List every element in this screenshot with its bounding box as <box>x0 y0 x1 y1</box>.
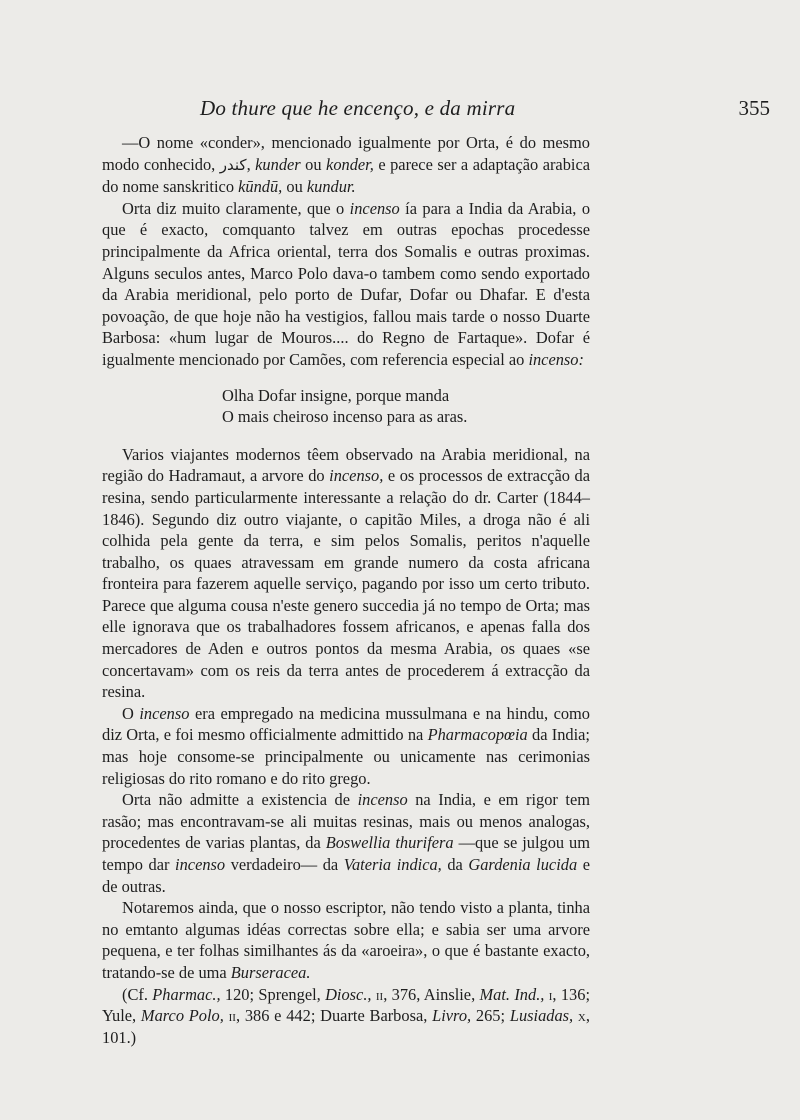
italic-term: Boswellia thurifera <box>325 833 454 853</box>
italic-term: incenso: <box>528 349 584 369</box>
paragraph-tree <box>102 897 590 983</box>
italic-term: kūndū, <box>238 177 283 197</box>
text-run: Varios viajantes modernos têem observado na Arabia meridional, na região do Hadramaut, a arvore do <box>102 444 590 486</box>
text-run: ou <box>282 177 307 197</box>
text-run: ía para a India da Arabia, o que é exacto, comquanto talvez em outras epochas procedesse principalmente da Africa oriental, terra dos Somalis e outras proximas. Alguns seculos antes, Marco Polo dava-o tambem como sendo exportado da Arabia meridional, pelo porto de Dufar, Dofar ou Dhafar. E d'esta povoação, de que hoje não ha vestigios, fallou mais tarde o nosso Duarte Barbosa: «hum lugar de Mouros.... do Regno de Fartaque». Dofar é igualmente mencionado por Camões, com referencia especial ao <box>102 198 591 369</box>
text-run: , 101.) <box>102 1006 590 1047</box>
text-run: , 386 e 442; Duarte Barbosa, <box>235 1006 433 1026</box>
roman-numeral: ii <box>375 984 384 1004</box>
text-run: na India, e em rigor tem rasão; mas encontravam-se ali muitas resinas, mais ou menos analogas, procedentes de varias plantas, da <box>102 790 590 853</box>
text-run: Orta não admitte a existencia de <box>122 790 358 810</box>
italic-term: kunder <box>255 154 301 174</box>
text-run: da India; mas hoje consome-se principalmente ou unicamente nas cerimonias religiosas do rito romano e do rito grego. <box>102 725 590 788</box>
text-run: (Cf. <box>122 984 153 1004</box>
italic-term: Marco Polo, <box>140 1006 224 1026</box>
italic-term: Burseracea. <box>230 962 311 982</box>
italic-term: Pharmacopœia <box>427 725 528 745</box>
paragraph-conder <box>102 132 590 198</box>
italic-term: incenso <box>357 790 408 810</box>
italic-term: incenso <box>349 198 400 218</box>
verse-line: O mais cheiroso incenso para as aras. <box>222 407 468 427</box>
italic-term: Pharmac., <box>152 984 221 1004</box>
italic-term: incenso, <box>329 466 384 486</box>
running-header <box>118 96 770 126</box>
paragraph-medicine <box>102 703 590 789</box>
text-run: verdadeiro— da <box>225 855 344 874</box>
paragraph-references <box>102 984 590 1049</box>
italic-term: Mat. Ind., <box>479 984 545 1004</box>
text-run: era empregado na medicina mussulmana e na hindu, como diz Orta, e foi mesmo officialmente admittido na <box>102 703 591 745</box>
italic-term: konder, <box>326 154 374 174</box>
text-run: ou <box>300 154 327 174</box>
italic-term: Diosc., <box>325 984 372 1004</box>
text-run: , 136; Yule, <box>102 984 590 1026</box>
text-run: e os processos de extracção da resina, sendo particularmente interessante a relação do dr. Carter (1844–1846). Segundo diz outro viajante, o capitão Miles, a droga não é ali colhida pela gente da terra, e sim pelos Somalis, peritos n'aquelle trabalho, os quaes atravessam em grande numero da costa africana fronteira para fazerem aquelle serviço, pagando por isso um certo tributo. Parece que alguma cousa n'este genero succedia já no tempo de Orta; mas elle ignorava que os trabalhadores fossem africanos, e apenas falla dos mercadores de Aden e outros pontos da mesma Arabia, os quaes «se concertavam» com os reis da terra antes de procederem á extracção da resina. <box>102 466 590 702</box>
italic-term: incenso <box>139 703 190 723</box>
text-run: 120; Sprengel, <box>220 984 326 1004</box>
italic-term: Gardenia lucida <box>468 855 578 874</box>
paragraph-travellers <box>102 444 590 703</box>
roman-numeral: i <box>548 984 553 1004</box>
text-run: —que se julgou um tempo dar <box>102 833 591 874</box>
roman-numeral: ii <box>228 1006 236 1026</box>
arabic-word: كندر <box>219 155 247 174</box>
text-run: , 376, Ainslie, <box>383 984 480 1004</box>
text-run: e de outras. <box>102 855 591 896</box>
text-run: O <box>122 703 140 723</box>
text-run: Orta diz muito claramente, que o <box>122 198 350 218</box>
body-text <box>102 132 590 1048</box>
running-title: Do thure que he encenço, e da mirra <box>200 96 516 120</box>
italic-term: Livro, <box>432 1006 472 1026</box>
text-run: 265; <box>471 1006 510 1026</box>
text-run: da <box>441 855 469 874</box>
verse-quote <box>222 385 590 428</box>
text-run: —O nome «conder», mencionado igualmente por Orta, é do mesmo modo conhecido, <box>102 133 590 174</box>
page-number: 355 <box>738 96 770 120</box>
text-run: Notaremos ainda, que o nosso escriptor, não tendo visto a planta, tinha no emtanto algumas idéas correctas sobre ella; e sabia ser uma arvore pequena, e ter folhas similhantes ás da «aroeira», o que é bastante exacto, tratando-se de uma <box>102 898 590 982</box>
italic-term: Vateria indica, <box>343 855 442 874</box>
roman-numeral: x <box>577 1006 586 1026</box>
text-run: , <box>246 154 256 174</box>
paragraph-resins <box>102 789 590 897</box>
verse-line: Olha Dofar insigne, porque manda <box>222 385 450 405</box>
italic-term: Lusiadas, <box>509 1006 574 1026</box>
italic-term: incenso <box>175 855 226 874</box>
text-run: e parece ser a adaptação arabica do nome sanskritico <box>102 154 591 197</box>
paragraph-orta-arabia <box>102 198 590 371</box>
italic-term: kundur. <box>306 177 356 197</box>
